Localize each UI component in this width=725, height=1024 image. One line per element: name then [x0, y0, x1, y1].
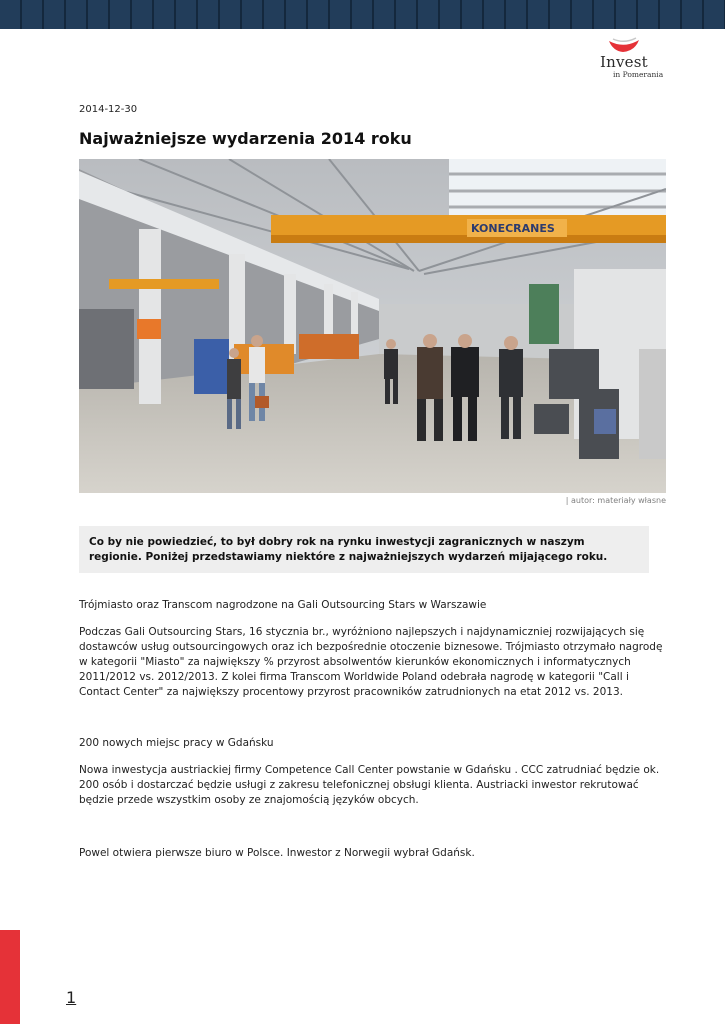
section-body: Podczas Gali Outsourcing Stars, 16 stycznia br., wyróżniono najlepszych i najdynamiczniej rozwijających się dostawców usług outsourcingowych oraz ich bezpośrednie otoczenie biznesowe. Trójmiasto otrzymało nagrodę w kategorii "Miasto" za największy % przyrost absolwentów kierunków ekonomicznych i informatycznych 2011/2012 vs. 2012/2013. Z kolei firma Transcom Worldwide Poland odebrała nagrodę w kategorii "Call i Contact Center" za największy procentowy przyrost pracowników zatrudnionych na etat 2012 vs. 2013.	[79, 626, 663, 698]
footer-accent-strip	[0, 930, 20, 1024]
article-title: Najważniejsze wydarzenia 2014 roku	[79, 129, 412, 148]
article-photo	[79, 159, 666, 493]
section-heading: Powel otwiera pierwsze biuro w Polsce. Inwestor z Norwegii wybrał Gdańsk.	[79, 847, 475, 859]
logo-wordmark: Invest	[600, 53, 648, 71]
crane-sign: KONECRANES	[471, 222, 555, 235]
article-date: 2014-12-30	[79, 104, 138, 115]
invest-in-pomerania-logo[interactable]	[595, 35, 667, 81]
section-body: Nowa inwestycja austriackiej firmy Competence Call Center powstanie w Gdańsku . CCC zatrudniać będzie ok. 200 osób i dostarczać będzie usługi z zakresu telefonicznej obsługi klienta. Austriacki inwestor rekrutować będzie przede wszystkim osoby ze znajomością języków obcych.	[79, 764, 660, 806]
header-band	[0, 0, 725, 29]
logo-subtitle: in Pomerania	[613, 70, 664, 79]
photo-credit: | autor: materiały własne	[565, 496, 666, 505]
page-number: 1	[66, 988, 77, 1007]
section-heading: Trójmiasto oraz Transcom nagrodzone na Gali Outsourcing Stars w Warszawie	[79, 599, 487, 611]
section-heading: 200 nowych miejsc pracy w Gdańsku	[79, 737, 274, 749]
article-lead: Co by nie powiedzieć, to był dobry rok na rynku inwestycji zagranicznych w naszym regionie. Poniżej przedstawiamy niektóre z najważniejszych wydarzeń mijającego roku.	[79, 526, 649, 573]
